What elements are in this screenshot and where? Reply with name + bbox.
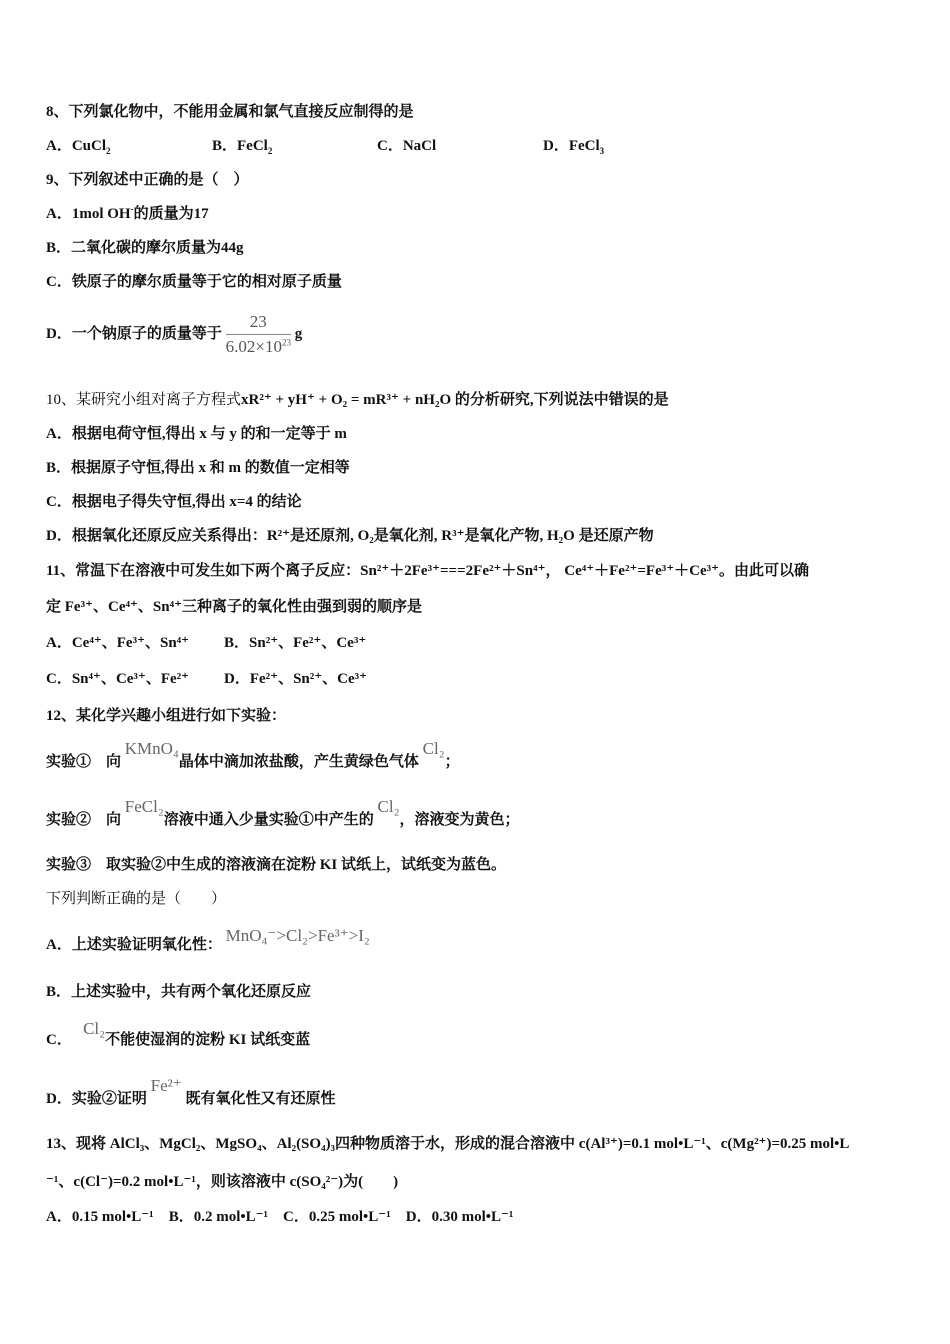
q8-option-d[interactable] bbox=[543, 136, 604, 156]
fraction bbox=[226, 312, 291, 357]
option-text: 一个钠原子的质量等于 bbox=[71, 326, 222, 342]
formula-fe2plus: Fe²⁺ bbox=[150, 1076, 182, 1095]
option-text: 0.25 mol•L⁻¹ bbox=[308, 1209, 391, 1225]
option-text: 二氧化碳的摩尔质量为44g bbox=[71, 240, 244, 256]
stem-text: 的分析研究,下列说法中错误的是 bbox=[454, 392, 669, 408]
option-text: 实验②证明 bbox=[71, 1091, 147, 1107]
q12-question: 下列判断正确的是（ ） bbox=[46, 891, 227, 907]
option-label: A． bbox=[46, 937, 72, 953]
option-text: 0.2 mol•L⁻¹ bbox=[193, 1209, 269, 1225]
option-text: FeCl bbox=[237, 138, 268, 154]
option-label: B． bbox=[212, 138, 238, 154]
q10-option-a[interactable] bbox=[46, 424, 347, 444]
q8-option-a[interactable] bbox=[46, 136, 111, 156]
option-text: 根据电子得失守恒,得出 x=4 的结论 bbox=[71, 494, 302, 510]
option-text: 上述实验中，共有两个氧化还原反应 bbox=[71, 984, 312, 1000]
option-label: A． bbox=[46, 635, 72, 651]
option-label: B． bbox=[224, 635, 250, 651]
formula-cl2: Cl₂ bbox=[83, 1019, 106, 1038]
q11-options-row2 bbox=[46, 669, 368, 689]
subscript: 2 bbox=[106, 146, 111, 156]
ionic-equation: xR²⁺ + yH⁺ + O₂ = mR³⁺ + nH₂O bbox=[241, 392, 452, 408]
option-label: D． bbox=[46, 326, 72, 342]
q12-option-c[interactable] bbox=[46, 1019, 311, 1050]
formula-kmno4: KMnO₄ bbox=[124, 739, 179, 758]
option-text: FeCl bbox=[568, 138, 600, 154]
option-text: NaCl bbox=[402, 138, 437, 154]
option-text: 上述实验证明氧化性： bbox=[71, 937, 222, 953]
q10-option-d[interactable] bbox=[46, 526, 654, 546]
formula-fecl2: FeCl₂ bbox=[124, 797, 164, 816]
option-text: 根据氧化还原反应关系得出：R²⁺是还原剂, O₂是氧化剂, R³⁺是氧化产物, H₂O 是还原产物 bbox=[71, 528, 654, 544]
q9-stem: 9、下列叙述中正确的是（ ） bbox=[46, 172, 249, 188]
option-label: D． bbox=[46, 1091, 72, 1107]
q13-option-c[interactable] bbox=[283, 1207, 391, 1227]
experiment-text: 向 bbox=[106, 812, 122, 828]
option-label: C． bbox=[377, 138, 403, 154]
q12-option-a[interactable] bbox=[46, 926, 370, 955]
exponent: 23 bbox=[281, 337, 291, 348]
formula-cl2: Cl₂ bbox=[377, 797, 400, 816]
option-label: C． bbox=[283, 1209, 309, 1225]
option-label: B． bbox=[46, 240, 72, 256]
q11-options-row1 bbox=[46, 633, 367, 653]
option-text: 根据电荷守恒,得出 x 与 y 的和一定等于 m bbox=[71, 426, 347, 442]
option-label: C． bbox=[46, 671, 72, 687]
q8-option-b[interactable] bbox=[212, 136, 272, 156]
superscript: - bbox=[130, 204, 134, 214]
fraction-numerator: 23 bbox=[226, 312, 291, 335]
q13-stem-line2: ⁻¹、c(Cl⁻)=0.2 mol•L⁻¹，则该溶液中 c(SO₄²⁻)为( ) bbox=[46, 1174, 399, 1190]
option-label: D． bbox=[224, 671, 250, 687]
option-text: 根据原子守恒,得出 x 和 m 的数值一定相等 bbox=[71, 460, 350, 476]
q12-stem: 12、某化学兴趣小组进行如下实验： bbox=[46, 708, 287, 724]
q10-option-c[interactable] bbox=[46, 492, 302, 512]
q8-option-c[interactable] bbox=[377, 136, 436, 156]
stem-text: 10、某研究小组对离子方程式 bbox=[46, 392, 242, 408]
option-text: 的质量为17 bbox=[133, 206, 209, 222]
q11-option-d[interactable] bbox=[224, 669, 367, 689]
option-text: Sn⁴⁺、Ce³⁺、Fe²⁺ bbox=[71, 671, 190, 687]
q8-stem: 8、下列氯化物中，不能用金属和氯气直接反应制得的是 bbox=[46, 104, 414, 120]
q11-option-b[interactable] bbox=[224, 633, 366, 653]
q12-experiment-2 bbox=[46, 797, 520, 830]
option-label: B． bbox=[168, 1209, 194, 1225]
q9-option-a[interactable] bbox=[46, 204, 209, 224]
q13-option-b[interactable] bbox=[169, 1207, 268, 1227]
option-label: B． bbox=[46, 460, 72, 476]
subscript: 2 bbox=[267, 146, 273, 156]
q11-stem-line2: 定 Fe³⁺、Ce⁴⁺、Sn⁴⁺三种离子的氧化性由强到弱的顺序是 bbox=[46, 599, 422, 615]
option-label: D． bbox=[405, 1209, 432, 1225]
option-text: Ce⁴⁺、Fe³⁺、Sn⁴⁺ bbox=[71, 635, 190, 651]
q11-option-a[interactable] bbox=[46, 633, 189, 653]
experiment-text: 向 bbox=[106, 754, 122, 770]
option-label: A． bbox=[46, 1209, 72, 1225]
q10-option-b[interactable] bbox=[46, 458, 350, 478]
q13-option-d[interactable] bbox=[406, 1207, 514, 1227]
option-label: C． bbox=[46, 1032, 72, 1048]
option-text: 0.30 mol•L⁻¹ bbox=[431, 1209, 514, 1225]
fraction-denominator bbox=[226, 335, 291, 357]
option-label: D． bbox=[46, 528, 72, 544]
q13-stem-line1: 13、现将 AlCl₃、MgCl₂、MgSO₄、Al₂(SO₄)₃四种物质溶于水，形成的混合溶液中 c(Al³⁺)=0.1 mol•L⁻¹、c(Mg²⁺)=0.25 mol•L bbox=[46, 1136, 850, 1152]
denominator-base: 6.02×10 bbox=[225, 337, 282, 357]
q13-option-a[interactable] bbox=[46, 1207, 154, 1227]
option-text: 1mol OH bbox=[71, 206, 131, 222]
option-text: Fe²⁺、Sn²⁺、Ce³⁺ bbox=[249, 671, 368, 687]
option-label: C． bbox=[46, 274, 72, 290]
formula-cl2: Cl₂ bbox=[422, 739, 445, 758]
subscript: 3 bbox=[599, 146, 605, 156]
formula-oxidizing-order: MnO₄⁻>Cl₂>Fe³⁺>I₂ bbox=[225, 926, 370, 945]
experiment-text: 取实验②中生成的溶液滴在淀粉 KI 试纸上，试纸变为蓝色。 bbox=[106, 857, 507, 873]
option-label: A． bbox=[46, 426, 72, 442]
option-label: D． bbox=[543, 138, 569, 154]
q9-option-c[interactable] bbox=[46, 272, 342, 292]
option-label: A． bbox=[46, 138, 72, 154]
experiment-text: ，溶液变为黄色； bbox=[399, 812, 520, 828]
q11-stem-line1: 11、常温下在溶液中可发生如下两个离子反应：Sn²⁺＋2Fe³⁺===2Fe²⁺＋Sn⁴⁺， Ce⁴⁺＋Fe²⁺=Fe³⁺＋Ce³⁺。由此可以确 bbox=[46, 563, 810, 579]
q11-option-c[interactable] bbox=[46, 669, 189, 689]
q13-options bbox=[46, 1207, 513, 1227]
experiment-text: 晶体中滴加浓盐酸，产生黄绿色气体 bbox=[178, 754, 419, 770]
q12-experiment-1 bbox=[46, 739, 460, 772]
experiment-label: 实验① bbox=[46, 754, 92, 770]
option-label: C． bbox=[46, 494, 72, 510]
experiment-text: ； bbox=[444, 754, 460, 770]
option-text: Sn²⁺、Fe²⁺、Ce³⁺ bbox=[249, 635, 367, 651]
experiment-label: 实验② bbox=[46, 812, 92, 828]
option-label: A． bbox=[46, 206, 72, 222]
q12-option-d[interactable] bbox=[46, 1076, 336, 1109]
q12-experiment-3 bbox=[46, 855, 506, 875]
experiment-label: 实验③ bbox=[46, 857, 92, 873]
q9-option-b[interactable] bbox=[46, 238, 244, 258]
option-label: B． bbox=[46, 984, 72, 1000]
unit: g bbox=[294, 326, 303, 342]
option-text: 不能使湿润的淀粉 KI 试纸变蓝 bbox=[105, 1032, 311, 1048]
q12-option-b[interactable] bbox=[46, 982, 311, 1002]
option-text: 既有氧化性又有还原性 bbox=[185, 1091, 336, 1107]
experiment-text: 溶液中通入少量实验①中产生的 bbox=[163, 812, 374, 828]
option-text: 铁原子的摩尔质量等于它的相对原子质量 bbox=[71, 274, 342, 290]
q10-stem bbox=[46, 390, 669, 410]
q9-option-d[interactable] bbox=[46, 306, 302, 362]
option-text: 0.15 mol•L⁻¹ bbox=[71, 1209, 154, 1225]
option-text: CuCl bbox=[71, 138, 107, 154]
